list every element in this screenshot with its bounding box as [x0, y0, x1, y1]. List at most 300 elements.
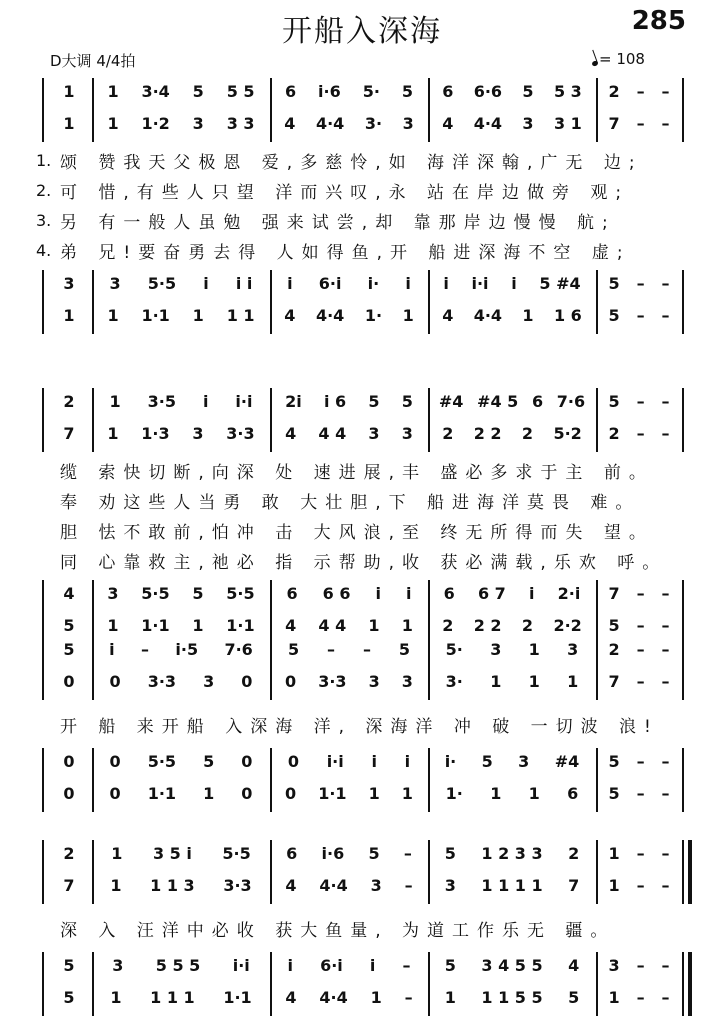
- lower-harmony-measure: [96, 302, 266, 328]
- notation-token: 4: [63, 583, 75, 603]
- notation-token: 4·4: [473, 305, 503, 325]
- notation-token: 1: [203, 783, 215, 803]
- verse-number: 4.: [36, 240, 52, 260]
- notation-token: 3: [203, 671, 215, 691]
- notation-token: 5: [192, 81, 204, 101]
- barline: [270, 388, 272, 452]
- notation-token: 4: [442, 113, 454, 133]
- notation-token: 2: [608, 81, 620, 101]
- notation-token: –: [362, 639, 371, 659]
- barline: [596, 840, 598, 904]
- notation-token: 5: [368, 391, 380, 411]
- notation-token: 2 2: [473, 423, 502, 443]
- upper-melody-measure: [274, 78, 424, 104]
- notation-token: 1: [401, 783, 413, 803]
- upper-melody-measure: [274, 388, 424, 414]
- notation-token: –: [636, 391, 645, 411]
- notation-token: 1: [107, 423, 119, 443]
- barline: [682, 388, 684, 452]
- notation-token: 4: [442, 305, 454, 325]
- notation-token: –: [636, 843, 645, 863]
- notation-token: 5: [63, 987, 75, 1007]
- notation-token: i·i: [471, 273, 489, 293]
- lower-melody-measure: [50, 748, 88, 774]
- lower-melody-measure: [50, 580, 88, 606]
- notation-token: –: [636, 783, 645, 803]
- notation-token: 3: [444, 875, 456, 895]
- notation-token: i: [369, 955, 376, 975]
- notation-token: –: [661, 639, 670, 659]
- lower-melody-measure: [96, 952, 266, 978]
- notation-token: 1: [444, 987, 456, 1007]
- verse-number: 2.: [36, 180, 52, 200]
- barline: [682, 840, 684, 904]
- notation-token: 3: [608, 955, 620, 975]
- notation-token: 1 1: [226, 305, 255, 325]
- upper-harmony-measure: [432, 110, 592, 136]
- notation-token: 1: [107, 615, 119, 635]
- barline: [92, 580, 94, 644]
- barline: [92, 270, 94, 334]
- notation-token: –: [141, 639, 150, 659]
- notation-token: i: [528, 583, 535, 603]
- notation-token: –: [661, 671, 670, 691]
- lower-melody-measure: [50, 270, 88, 296]
- notation-token: 5: [63, 615, 75, 635]
- notation-token: –: [661, 751, 670, 771]
- notation-token: 1·3: [141, 423, 170, 443]
- barline: [270, 840, 272, 904]
- notation-token: 1: [528, 783, 540, 803]
- lower-harmony-measure: [274, 780, 424, 806]
- notation-token: 3: [107, 583, 119, 603]
- notation-token: 1: [107, 305, 119, 325]
- notation-token: 1: [107, 81, 119, 101]
- tempo-marking: [592, 50, 645, 68]
- notation-token: i·6: [321, 843, 345, 863]
- notation-token: 7·6: [556, 391, 586, 411]
- notation-token: 3: [522, 113, 534, 133]
- notation-token: 6: [284, 81, 297, 101]
- notation-token: 0: [241, 751, 253, 771]
- upper-harmony-measure: [600, 668, 678, 694]
- barline: [92, 78, 94, 142]
- notation-token: 3: [490, 639, 502, 659]
- notation-token: 6 7: [477, 583, 506, 603]
- barline: [428, 388, 430, 452]
- verse-number: 1.: [36, 150, 52, 170]
- notation-token: 3·4: [141, 81, 170, 101]
- notation-token: 1 1 1: [150, 987, 195, 1007]
- notation-token: 1: [567, 671, 579, 691]
- notation-token: 4 4: [318, 423, 347, 443]
- barline: [682, 270, 684, 334]
- notation-token: 1·1: [147, 783, 177, 803]
- notation-token: 1: [63, 305, 75, 325]
- upper-melody-measure: [50, 840, 88, 866]
- barline: [428, 78, 430, 142]
- lyric-text: 同 心靠救主,祂必 指 示帮助,收 获必满载,乐欢 呼。: [60, 552, 668, 573]
- lyric-text: 颂 赞我天父极恩 爱,多慈怜,如 海洋深翰,广无 边;: [60, 152, 643, 173]
- notation-token: 7: [63, 423, 75, 443]
- notation-token: 6: [286, 843, 298, 863]
- notation-token: i·6: [318, 81, 341, 101]
- notation-token: 0: [287, 751, 299, 771]
- lower-harmony-measure: [50, 612, 88, 638]
- refrain-lyrics: [36, 710, 686, 738]
- notation-token: 1: [192, 615, 204, 635]
- lyric-text: 深 入 汪洋中必收 获大鱼量, 为道工作乐无 疆。: [60, 920, 616, 941]
- notation-token: 1: [63, 81, 75, 101]
- notation-token: 1: [368, 783, 380, 803]
- notation-token: 3: [368, 423, 380, 443]
- notation-token: 5·5: [147, 751, 177, 771]
- notation-token: –: [661, 987, 670, 1007]
- notation-token: 2·2: [553, 615, 582, 635]
- notation-token: 1: [370, 987, 382, 1007]
- lower-melody-measure: [432, 580, 592, 606]
- upper-harmony-measure: [50, 872, 88, 898]
- notation-token: 3 5 i: [152, 843, 192, 863]
- upper-melody-measure: [96, 388, 266, 414]
- lower-harmony-measure: [96, 780, 266, 806]
- notation-token: 1·2: [141, 113, 170, 133]
- notation-token: 3: [112, 955, 124, 975]
- notation-token: –: [661, 875, 670, 895]
- barline: [596, 78, 598, 142]
- barline: [42, 840, 44, 904]
- upper-melody-measure: [432, 636, 592, 662]
- upper-melody-measure: [432, 78, 592, 104]
- notation-token: 1: [109, 391, 121, 411]
- notation-token: 6: [442, 81, 454, 101]
- lower-melody-measure: [96, 748, 266, 774]
- notation-token: 2i: [285, 391, 302, 411]
- notation-token: –: [661, 843, 670, 863]
- notation-token: 7·6: [224, 639, 253, 659]
- lower-harmony-measure: [274, 302, 424, 328]
- notation-token: 3: [370, 875, 382, 895]
- notation-token: 3 1: [553, 113, 582, 133]
- notation-token: i: [287, 273, 293, 293]
- notation-token: 3·5: [147, 391, 176, 411]
- notation-token: 1: [608, 875, 620, 895]
- notation-token: 3·3: [223, 875, 252, 895]
- notation-token: 5: [608, 391, 620, 411]
- notation-token: 5: [608, 751, 620, 771]
- notation-token: –: [636, 305, 645, 325]
- notation-token: 0: [241, 783, 253, 803]
- notation-token: 4·4: [319, 987, 348, 1007]
- notation-token: 1 6: [553, 305, 582, 325]
- notation-token: 5·: [362, 81, 380, 101]
- barline: [42, 388, 44, 452]
- notation-token: 6: [286, 583, 298, 603]
- notation-token: 5·5: [226, 583, 255, 603]
- notation-token: –: [636, 955, 645, 975]
- lower-harmony-measure: [50, 780, 88, 806]
- notation-token: 1: [401, 615, 413, 635]
- upper-harmony-measure: [274, 110, 424, 136]
- notation-token: 5: [368, 843, 380, 863]
- upper-harmony-measure: [96, 420, 266, 446]
- upper-melody-measure: [274, 636, 424, 662]
- notation-token: 1: [402, 305, 414, 325]
- notation-token: i: [443, 273, 449, 293]
- notation-token: i: [287, 955, 294, 975]
- notation-token: 3: [518, 751, 530, 771]
- notation-token: 1: [608, 843, 620, 863]
- notation-token: 1: [110, 875, 122, 895]
- lower-harmony-measure: [96, 612, 266, 638]
- notation-token: 1: [490, 671, 502, 691]
- notation-token: 6: [531, 391, 544, 411]
- lower-harmony-measure: [432, 984, 592, 1010]
- notation-token: 1 2 3 3: [481, 843, 543, 863]
- notation-token: 4: [285, 615, 297, 635]
- lower-melody-measure: [432, 270, 592, 296]
- lower-melody-measure: [274, 580, 424, 606]
- final-barline: [688, 952, 692, 1016]
- lyric-text: 弟 兄!要奋勇去得 人如得鱼,开 船进深海不空 虚;: [60, 242, 631, 263]
- notation-token: 5: [401, 391, 413, 411]
- notation-token: 3·3: [318, 671, 347, 691]
- final-lyrics: [36, 914, 686, 942]
- barline: [270, 748, 272, 812]
- lyric-text: 开 船 来开船 入深海 洋, 深海洋 冲 破 一切波 浪!: [60, 716, 659, 737]
- notation-token: 3: [567, 639, 579, 659]
- notation-token: 4: [568, 955, 580, 975]
- notation-token: 6·6: [473, 81, 503, 101]
- notation-token: –: [402, 955, 411, 975]
- notation-token: 1·1: [223, 987, 252, 1007]
- notation-token: 2: [568, 843, 580, 863]
- notation-token: 1·: [445, 783, 463, 803]
- notation-token: 6: [443, 583, 455, 603]
- barline: [270, 270, 272, 334]
- lyric-text: 缆 索快切断,向深 处 速进展,丰 盛必多求于主 前。: [60, 462, 654, 483]
- notation-token: 4·4: [315, 113, 345, 133]
- notation-token: 5: [203, 751, 215, 771]
- notation-token: 3·3: [147, 671, 177, 691]
- notation-token: 1·1: [226, 615, 255, 635]
- upper-harmony-measure: [274, 420, 424, 446]
- lower-melody-measure: [274, 952, 424, 978]
- lower-melody-measure: [96, 270, 266, 296]
- notation-token: 1: [110, 987, 122, 1007]
- verse-4: [36, 236, 686, 264]
- notation-token: –: [636, 423, 645, 443]
- notation-token: 0: [63, 783, 75, 803]
- notation-token: i·i: [235, 391, 253, 411]
- notation-token: 4: [285, 875, 297, 895]
- notation-token: 2: [63, 843, 75, 863]
- lower-melody-measure: [432, 952, 592, 978]
- notation-token: 1: [63, 113, 75, 133]
- notation-token: –: [636, 875, 645, 895]
- notation-token: i 6: [323, 391, 347, 411]
- notation-token: 1: [522, 305, 534, 325]
- upper-melody-measure: [96, 636, 266, 662]
- verse-4: [36, 546, 686, 574]
- barline: [270, 78, 272, 142]
- notation-token: 5: [444, 843, 456, 863]
- notation-token: i·5: [175, 639, 199, 659]
- lower-melody-measure: [600, 952, 678, 978]
- key-time-signature: D大调 4/4拍: [50, 52, 136, 70]
- lower-melody-measure: [600, 748, 678, 774]
- notation-token: i: [404, 751, 411, 771]
- barline: [92, 388, 94, 452]
- notation-token: 1: [107, 113, 119, 133]
- notation-token: 7: [63, 875, 75, 895]
- notation-token: 3·: [445, 671, 463, 691]
- notation-token: –: [661, 273, 670, 293]
- lower-harmony-measure: [274, 612, 424, 638]
- notation-token: i: [405, 583, 412, 603]
- hymn-title: 开船入深海: [282, 14, 442, 49]
- lyric-text: 奉 劝这些人当勇 敢 大壮胆,下 船进海洋莫畏 难。: [60, 492, 641, 513]
- verse-3: [36, 516, 686, 544]
- notation-token: 2: [521, 615, 534, 635]
- lower-harmony-measure: [50, 984, 88, 1010]
- upper-melody-measure: [432, 388, 592, 414]
- lower-melody-measure: [432, 748, 592, 774]
- notation-token: 1: [192, 305, 204, 325]
- notation-token: –: [636, 583, 645, 603]
- notation-token: –: [636, 81, 645, 101]
- notation-token: 1: [368, 615, 380, 635]
- barline: [270, 580, 272, 644]
- notation-token: –: [636, 273, 645, 293]
- notation-token: 1 1 1 1: [481, 875, 543, 895]
- notation-token: i·i: [326, 751, 344, 771]
- verse-3: [36, 206, 686, 234]
- notation-token: 5·5: [147, 273, 177, 293]
- notation-token: 1: [608, 987, 620, 1007]
- notation-token: 5: [444, 955, 456, 975]
- notation-token: i: [109, 639, 115, 659]
- lower-harmony-measure: [96, 984, 266, 1010]
- upper-harmony-measure: [50, 110, 88, 136]
- notation-token: 0: [109, 751, 121, 771]
- notation-token: i i: [235, 273, 253, 293]
- upper-melody-measure: [96, 78, 266, 104]
- notation-token: #4: [438, 391, 464, 411]
- upper-harmony-measure: [600, 110, 678, 136]
- notation-token: 1·1: [141, 305, 170, 325]
- barline: [42, 952, 44, 1016]
- tempo-value: = 108: [599, 50, 645, 68]
- notation-token: –: [636, 751, 645, 771]
- lower-melody-measure: [274, 748, 424, 774]
- upper-melody-measure: [600, 840, 678, 866]
- lower-harmony-measure: [600, 984, 678, 1010]
- lower-harmony-measure: [600, 302, 678, 328]
- notation-token: i·: [367, 273, 380, 293]
- notation-token: 2: [521, 423, 534, 443]
- notation-token: 4: [284, 113, 296, 133]
- lyric-text: 胆 怯不敢前,怕冲 击 大风浪,至 终无所得而失 望。: [60, 522, 654, 543]
- upper-melody-measure: [274, 840, 424, 866]
- barline: [42, 270, 44, 334]
- notation-token: –: [661, 955, 670, 975]
- notation-token: 0: [285, 783, 297, 803]
- lower-harmony-measure: [432, 302, 592, 328]
- notation-token: 0: [63, 751, 75, 771]
- upper-harmony-measure: [96, 872, 266, 898]
- barline: [92, 952, 94, 1016]
- notation-token: 2: [63, 391, 75, 411]
- verse-1: [36, 456, 686, 484]
- notation-token: 3 3: [226, 113, 255, 133]
- notation-token: –: [403, 843, 412, 863]
- notation-token: –: [661, 783, 670, 803]
- upper-melody-measure: [50, 388, 88, 414]
- upper-harmony-measure: [600, 420, 678, 446]
- upper-harmony-measure: [274, 668, 424, 694]
- barline: [270, 952, 272, 1016]
- notation-token: –: [661, 113, 670, 133]
- barline: [596, 388, 598, 452]
- notation-token: i: [203, 273, 209, 293]
- notation-token: –: [636, 639, 645, 659]
- notation-token: 5: [398, 639, 410, 659]
- notation-token: 3·3: [226, 423, 255, 443]
- lower-harmony-measure: [600, 612, 678, 638]
- notation-token: 1·1: [141, 615, 170, 635]
- notation-token: 5: [192, 583, 204, 603]
- lower-melody-measure: [600, 580, 678, 606]
- notation-token: 3: [368, 671, 380, 691]
- notation-token: 1 1 5 5: [481, 987, 543, 1007]
- notation-token: 5: [287, 639, 300, 659]
- notation-token: 3 4 5 5: [481, 955, 543, 975]
- notation-token: –: [404, 875, 413, 895]
- notation-token: i: [371, 751, 377, 771]
- notation-token: 5: [568, 987, 580, 1007]
- notation-token: 3·: [364, 113, 383, 133]
- notation-token: 1 1 3: [150, 875, 195, 895]
- notation-token: 0: [63, 671, 75, 691]
- notation-token: #4 5: [477, 391, 519, 411]
- notation-token: 0: [241, 671, 253, 691]
- upper-melody-measure: [600, 636, 678, 662]
- barline: [42, 78, 44, 142]
- verse-2: [36, 176, 686, 204]
- barline: [42, 636, 44, 700]
- upper-melody-measure: [50, 636, 88, 662]
- notation-token: –: [661, 81, 670, 101]
- upper-harmony-measure: [432, 420, 592, 446]
- upper-harmony-measure: [96, 668, 266, 694]
- notation-token: 0: [109, 671, 121, 691]
- notation-token: 3: [63, 273, 75, 293]
- barline: [682, 952, 684, 1016]
- notation-token: 5: [522, 81, 534, 101]
- notation-token: i·i: [232, 955, 250, 975]
- lower-melody-measure: [600, 270, 678, 296]
- quarter-note-icon: [591, 60, 598, 67]
- barline: [682, 748, 684, 812]
- barline: [428, 636, 430, 700]
- notation-token: –: [661, 583, 670, 603]
- notation-token: 4·4: [315, 305, 345, 325]
- barline: [92, 748, 94, 812]
- notation-token: 2: [608, 639, 620, 659]
- upper-melody-measure: [600, 388, 678, 414]
- barline: [42, 580, 44, 644]
